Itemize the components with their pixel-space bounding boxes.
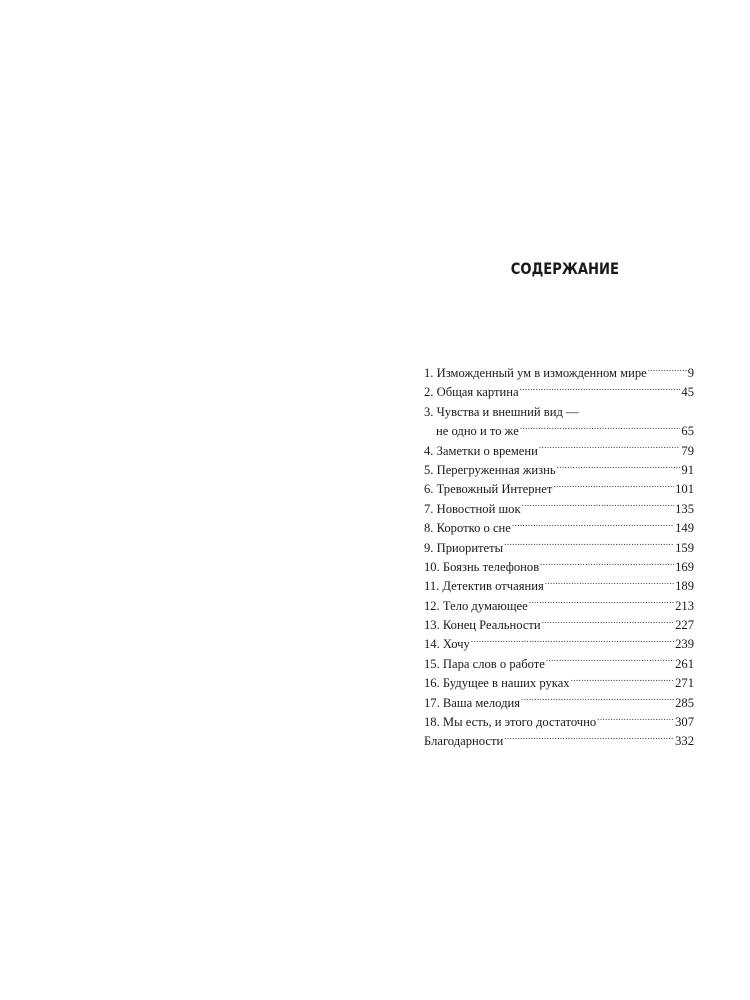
dot-leader bbox=[504, 540, 674, 552]
toc-entry-9 bbox=[424, 539, 694, 558]
toc-entry-page: 271 bbox=[675, 676, 694, 691]
toc-entry-3-line-1 bbox=[424, 403, 694, 422]
toc-entry-14 bbox=[424, 635, 694, 654]
dot-leader bbox=[522, 501, 675, 513]
toc-list bbox=[424, 364, 694, 752]
toc-entry-16 bbox=[424, 674, 694, 693]
toc-entry-title: 4. Заметки о времени bbox=[424, 443, 538, 458]
toc-entry-page: 239 bbox=[675, 637, 694, 652]
toc-entry-7 bbox=[424, 500, 694, 519]
toc-entry-page: 332 bbox=[675, 734, 694, 749]
toc-entry-title: 1. Изможденный ум в изможденном мире bbox=[424, 366, 647, 380]
dot-leader bbox=[597, 714, 674, 726]
toc-entry-title: 17. Ваша мелодия bbox=[424, 695, 521, 710]
toc-entry-title: 16. Будущее в наших руках bbox=[424, 676, 570, 691]
toc-entry-title: 3. Чувства и внешний вид — bbox=[424, 404, 579, 419]
dot-leader bbox=[521, 695, 674, 707]
toc-entry-title: 8. Коротко о сне bbox=[424, 521, 511, 536]
toc-entry-page: 285 bbox=[675, 695, 694, 710]
toc-entry-title: 11. Детектив отчаяния bbox=[424, 579, 544, 594]
dot-leader bbox=[520, 423, 681, 435]
dot-leader bbox=[648, 365, 687, 377]
toc-entry-page: 79 bbox=[681, 443, 694, 458]
toc-entry-title: 18. Мы есть, и этого достаточно bbox=[424, 715, 597, 730]
toc-entry-18 bbox=[424, 713, 694, 732]
dot-leader bbox=[553, 481, 674, 493]
toc-entry-page: 149 bbox=[675, 521, 694, 536]
toc-entry-3-line-2 bbox=[424, 422, 694, 441]
toc-heading: СОДЕРЖАНИЕ bbox=[510, 259, 619, 278]
dot-leader bbox=[557, 462, 681, 474]
dot-leader bbox=[520, 384, 681, 396]
toc-entry-1 bbox=[424, 364, 694, 383]
toc-entry-title: 9. Приоритеты bbox=[424, 540, 504, 555]
toc-entry-title: 6. Тревожный Интернет bbox=[424, 482, 553, 497]
toc-entry-title: 7. Новостной шок bbox=[424, 501, 521, 516]
toc-entry-page: 169 bbox=[675, 559, 694, 574]
toc-entry-title: 2. Общая картина bbox=[424, 385, 519, 400]
toc-entry-6 bbox=[424, 480, 694, 499]
toc-entry-page: 9 bbox=[687, 366, 694, 380]
toc-entry-title: Благодарности bbox=[424, 734, 504, 749]
dot-leader bbox=[471, 636, 674, 648]
toc-entry-page: 65 bbox=[681, 424, 694, 439]
toc-entry-13 bbox=[424, 616, 694, 635]
dot-leader bbox=[571, 675, 675, 687]
toc-entry-12 bbox=[424, 597, 694, 616]
toc-entry-5 bbox=[424, 461, 694, 480]
toc-entry-page: 135 bbox=[675, 501, 694, 516]
toc-entry-page: 261 bbox=[675, 656, 694, 671]
dot-leader bbox=[529, 598, 674, 610]
dot-leader bbox=[504, 733, 674, 745]
toc-entry-10 bbox=[424, 558, 694, 577]
dot-leader bbox=[545, 578, 674, 590]
dot-leader bbox=[542, 617, 674, 629]
toc-entry-8 bbox=[424, 519, 694, 538]
toc-entry-title: 14. Хочу bbox=[424, 637, 470, 652]
toc-entry-page: 91 bbox=[681, 462, 694, 477]
toc-entry-11 bbox=[424, 577, 694, 596]
toc-entry-page: 307 bbox=[675, 715, 694, 730]
dot-leader bbox=[540, 559, 674, 571]
toc-entry-page: 213 bbox=[675, 598, 694, 613]
toc-entry-4 bbox=[424, 442, 694, 461]
toc-entry-acknowledgements bbox=[424, 732, 694, 751]
toc-entry-title: 10. Боязнь телефонов bbox=[424, 559, 540, 574]
toc-entry-page: 227 bbox=[675, 618, 694, 633]
toc-entry-page: 159 bbox=[675, 540, 694, 555]
toc-entry-17 bbox=[424, 694, 694, 713]
toc-entry-title: 13. Конец Реальности bbox=[424, 618, 541, 633]
toc-entry-title: 5. Перегруженная жизнь bbox=[424, 462, 556, 477]
dot-leader bbox=[546, 656, 674, 668]
toc-entry-2 bbox=[424, 383, 694, 402]
toc-entry-page: 189 bbox=[675, 579, 694, 594]
toc-entry-page: 45 bbox=[681, 385, 694, 400]
toc-entry-title: 15. Пара слов о работе bbox=[424, 656, 545, 671]
toc-entry-page: 101 bbox=[675, 482, 694, 497]
toc-entry-15 bbox=[424, 655, 694, 674]
toc-entry-title: 12. Тело думающее bbox=[424, 598, 528, 613]
toc-entry-title: не одно и то же bbox=[436, 424, 519, 439]
dot-leader bbox=[539, 443, 681, 455]
dot-leader bbox=[512, 520, 674, 532]
